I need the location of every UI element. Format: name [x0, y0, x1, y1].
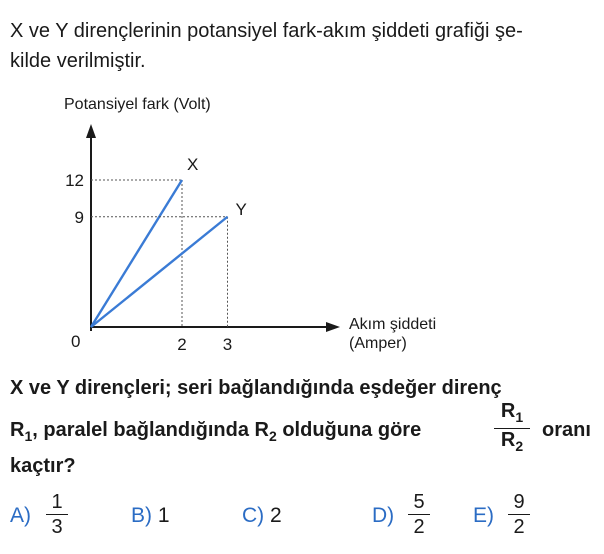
option-a[interactable]: A) — [10, 504, 31, 527]
ratio-fraction: $R_1$ $R_2$ — [494, 400, 530, 457]
intro-line-2: kilde verilmiştir. — [10, 50, 146, 72]
series-label-x: X — [187, 155, 199, 174]
y-tick-label-9: 9 — [74, 207, 84, 227]
option-e[interactable]: E) — [473, 504, 494, 527]
origin-label: 0 — [71, 332, 81, 351]
question-line-2: $R_1$, paralel bağlandığında $R_2$ olduğuna göre — [10, 419, 422, 444]
x-axis-label-line-1: Akım şiddeti — [349, 316, 437, 333]
option-d-value[interactable]: 5 2 — [408, 490, 430, 539]
series-line-y — [91, 217, 228, 327]
x-tick-label-2: 2 — [177, 335, 187, 354]
intro-line-1: X ve Y dirençlerinin potansiyel fark-akım şiddeti grafiği şe- — [10, 20, 523, 42]
question-line-3: kaçtır? — [10, 455, 76, 477]
x-tick-label-3: 3 — [222, 335, 233, 354]
question-line-1: X ve Y dirençleri; seri bağlandığında eşdeğer direnç — [10, 377, 502, 399]
y-axis-arrow-icon — [86, 124, 96, 138]
x-axis-label-line-2: (Amper) — [349, 335, 407, 352]
series-label-y: Y — [235, 199, 247, 219]
option-c[interactable]: C) 2 — [242, 504, 282, 527]
y-axis-label: Potansiyel fark (Volt) — [64, 96, 211, 113]
question-tail: oranı — [542, 419, 591, 441]
x-axis-arrow-icon — [326, 322, 340, 332]
option-b[interactable]: B) 1 — [131, 504, 170, 527]
option-e-value[interactable]: 9 2 — [508, 490, 530, 539]
option-d[interactable]: D) — [372, 504, 395, 527]
series-line-x — [91, 180, 182, 327]
y-tick-label-12: 12 — [65, 171, 84, 190]
option-a-value[interactable]: 1 3 — [46, 490, 68, 539]
